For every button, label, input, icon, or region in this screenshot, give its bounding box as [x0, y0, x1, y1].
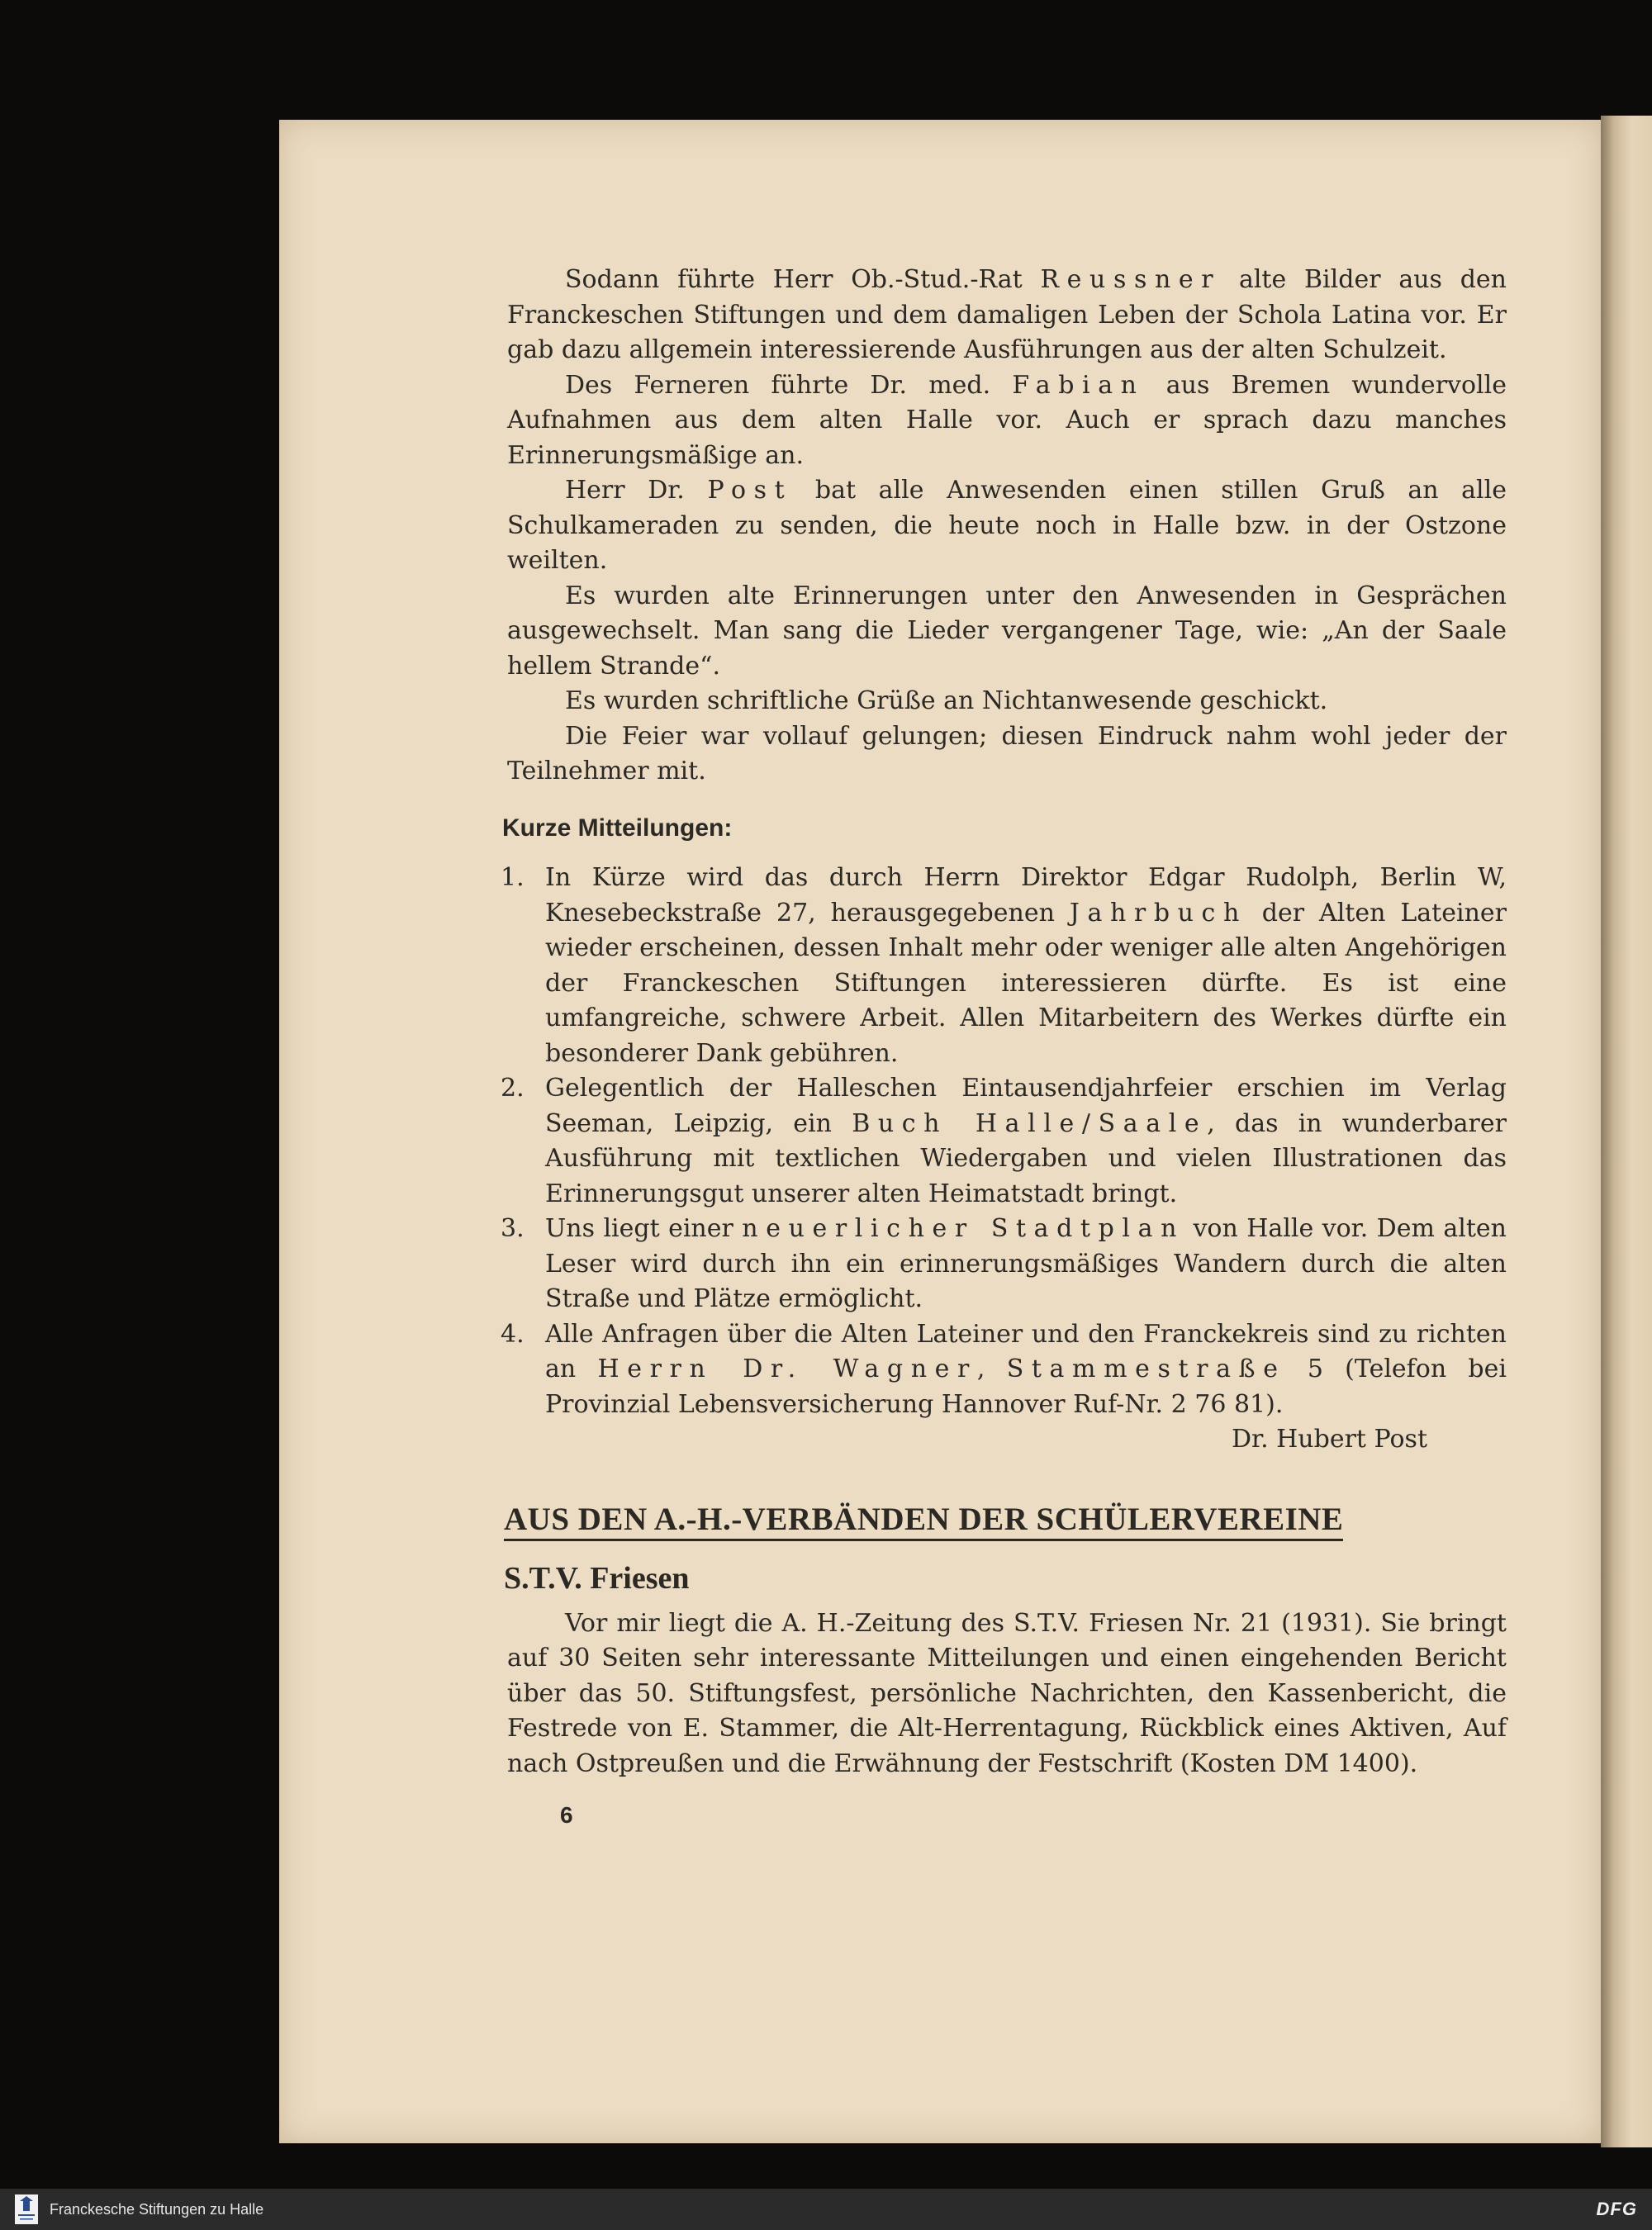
page-number: 6: [560, 1802, 573, 1828]
viewer-footer-bar: [0, 2189, 1652, 2230]
kurze-mitteilungen-heading: Kurze Mitteilungen:: [502, 814, 733, 842]
paragraph-erinnerungen: Es wurden alte Erinnerungen unter den Anwesenden in Gesprächen ausgewechselt. Man sang die Lieder vergangener Tage, wie: „An der Saale hellem Strande“.: [507, 581, 1507, 681]
spaced-word: Stammestraße: [1006, 1355, 1286, 1383]
facing-page-edge: [1601, 116, 1652, 2147]
paragraph-gruesse: Es wurden schriftliche Grüße an Nichtanwesende geschickt.: [565, 686, 1328, 715]
list-number: 1.: [501, 863, 525, 892]
subsection-heading: S.T.V. Friesen: [504, 1561, 690, 1596]
list-item: 1. In Kürze wird das durch Herrn Direktor Edgar Rudolph, Berlin W, Knesebeckstraße 27, herausgegebenen Jahrbuch der Alten Lateiner wieder erscheinen, dessen Inhalt mehr oder weniger alle alten Angehörigen der Franckeschen Stiftungen interessieren dürfte. Es ist eine umfangreiche, schwere Arbeit. Allen Mitarbeitern des Werkes dürfte ein besonderer Dank gebühren.: [507, 861, 1507, 1071]
paragraph-friesen: Vor mir liegt die A. H.-Zeitung des S.T.V. Friesen Nr. 21 (1931). Sie bringt auf 30 Seiten sehr interessante Mitteilungen und einen eingehenden Bericht über das 50. Stiftungsfest, persönliche Nachrichten, den Kassenbericht, die Festrede von E. Stammer, die Alt-Herrentagung, Rückblick eines Aktiven, Auf nach Ostpreußen und die Erwähnung der Festschrift (Kosten DM 1400).: [507, 1608, 1507, 1778]
paragraph-feier: Die Feier war vollauf gelungen; diesen Eindruck nahm wohl jeder der Teilnehmer mit.: [507, 721, 1507, 785]
signature: Dr. Hubert Post: [1231, 1425, 1427, 1454]
franckesche-stiftungen-logo-icon[interactable]: [12, 2193, 41, 2226]
spaced-word: Buch Halle/Saale: [852, 1108, 1208, 1138]
paragraph-fabian: Des Ferneren führte Dr. med. Fabian aus Bremen wundervolle Aufnahmen aus dem alten Halle vor. Auch er sprach dazu manches Erinnerungsmäßige an.: [507, 370, 1507, 470]
spaced-name: Fabian: [1012, 370, 1145, 400]
dfg-logo: DFG: [1596, 2199, 1637, 2219]
spaced-word: neuerlicher Stadtplan: [742, 1214, 1184, 1243]
notes-list: [501, 861, 1507, 1422]
list-item: 3. Uns liegt einer neuerlicher Stadtplan von Halle vor. Dem alten Leser wird durch ihn ein erinnerungsmäßiges Wandern durch die alten Straße und Plätze ermöglicht.: [507, 1212, 1507, 1317]
list-number: 2.: [501, 1074, 525, 1103]
list-item: 4. Alle Anfragen über die Alten Lateiner und den Franckekreis sind zu richten an Herrn Dr. Wagner, Stammestraße 5 (Telefon bei Provinzial Lebensversicherung Hannover Ruf-Nr. 2 76 81).: [507, 1317, 1507, 1423]
list-number: 3.: [501, 1214, 525, 1243]
spaced-word: Herrn Dr. Wagner: [597, 1355, 977, 1383]
institution-link[interactable]: Franckesche Stiftungen zu Halle: [50, 2200, 264, 2218]
section-heading: AUS DEN A.-H.-VERBÄNDEN DER SCHÜLERVEREINE: [504, 1502, 1343, 1542]
page-content: [501, 263, 1507, 1834]
list-number: 4.: [501, 1319, 525, 1349]
list-item: 2. Gelegentlich der Halleschen Eintausendjahrfeier erschien im Verlag Seeman, Leipzig, ein Buch Halle/Saale, das in wunderbarer Ausführung mit textlichen Wiedergaben und vielen Illustrationen das Erinnerungsgut unserer alten Heimatstadt bringt.: [507, 1071, 1507, 1212]
spaced-name: Reussner: [1040, 265, 1222, 294]
spaced-name: Post: [707, 476, 793, 505]
spaced-word: Jahrbuch: [1069, 898, 1247, 928]
paragraph-reussner: Sodann führte Herr Ob.-Stud.-Rat Reussner alte Bilder aus den Franckeschen Stiftungen und dem damaligen Leben der Schola Latina vor. Er gab dazu allgemein interessierende Ausführungen aus der alten Schulzeit.: [507, 265, 1507, 364]
paragraph-post: Herr Dr. Post bat alle Anwesenden einen stillen Gruß an alle Schulkameraden zu senden, die heute noch in Halle bzw. in der Ostzone weilten.: [507, 476, 1507, 575]
